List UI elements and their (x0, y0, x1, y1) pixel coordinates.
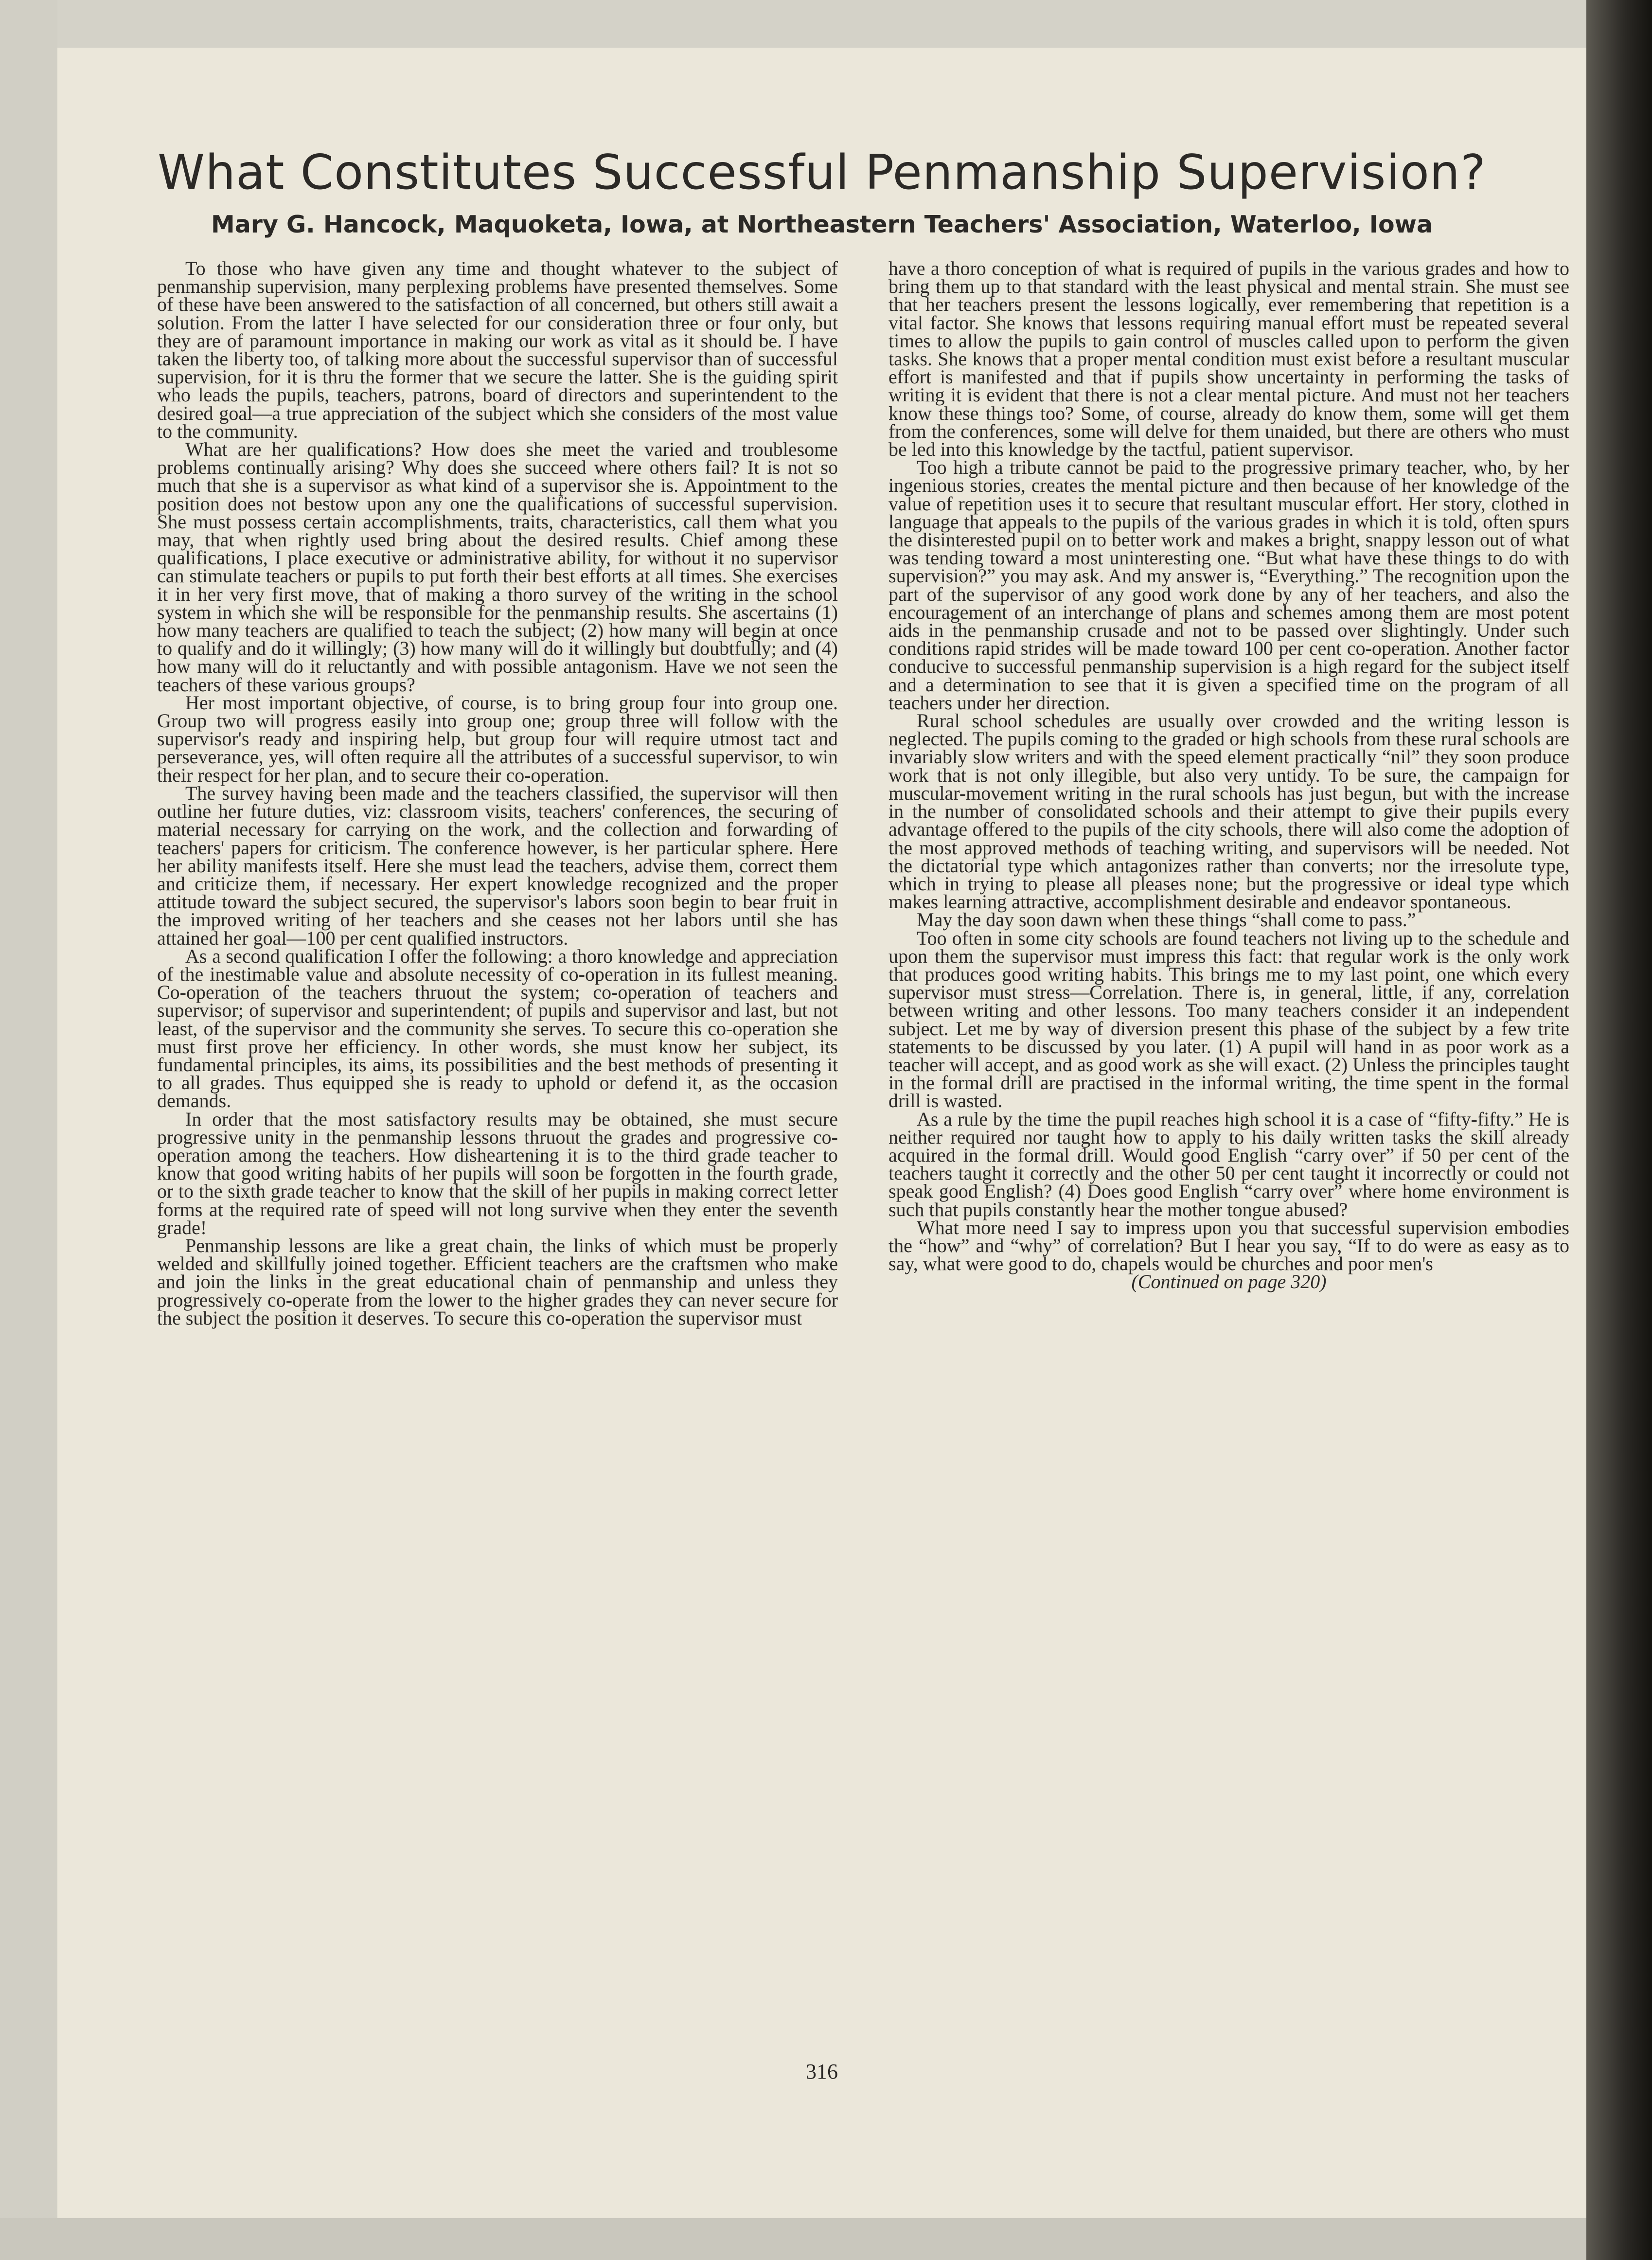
article-title: What Constitutes Successful Penmanship Supervision? (158, 145, 1486, 200)
page-number: 316 (806, 2060, 838, 2083)
paragraph: In order that the most satisfactory results may be obtained, she must secure progressive unity in the penmanship lessons thruout the grades and progressive co-operation among the teachers. How disheartening it is to the third grade teacher to know that good writing habits of her pupils will soon be forgotten in the fourth grade, or to the sixth grade teacher to know that the skill of her pupils in making correct letter forms at the required rate of speed will not long survive when they enter the seventh grade! (157, 1108, 838, 1238)
article-byline: Mary G. Hancock, Maquoketa, Iowa, at Northeastern Teachers' Association, Waterloo, Iowa (211, 211, 1433, 238)
right-column (888, 259, 1569, 1291)
left-column (157, 259, 838, 1327)
paragraph: What are her qualifications? How does she meet the varied and troublesome problems continually arising? Why does she succeed where others fail? It is not so much that she is a supervisor as what kind of a supervisor she is. Appointment to the position does not bestow upon any one the qualifications of successful supervision. She must possess certain accomplishments, traits, characteristics, call them what you may, that when rightly used bring about the desired results. Chief among these qualifications, I place executive or administrative ability, for without it no supervisor can stimulate teachers or pupils to put forth their best efforts at all times. She exercises it in her very first move, that of making a thoro survey of the writing in the school system in which she will be responsible for the penmanship results. She ascertains (1) how many teachers are qualified to teach the subject; (2) how many will begin at once to qualify and do it willingly; (3) how many will do it willingly but doubtfully; and (4) how many will do it reluctantly and with possible antagonism. Have we not seen the teachers of these various groups? (157, 438, 838, 696)
paragraph: The survey having been made and the teachers classified, the supervisor will then outline her future duties, viz: classroom visits, teachers' conferences, the securing of material necessary for carrying on the work, and the collection and forwarding of teachers' papers for criticism. The conference however, is her particular sphere. Here her ability manifests itself. Here she must lead the teachers, advise them, correct them and criticize them, if necessary. Her expert knowledge recognized and the proper attitude toward the subject secured, the supervisor's labors soon begin to bear fruit in the improved writing of her teachers and she ceases not her labors until she has attained her goal—100 per cent qualified instructors. (157, 782, 838, 949)
paragraph: To those who have given any time and thought whatever to the subject of penmanship supervision, many perplexing problems have presented themselves. Some of these have been answered to the satisfaction of all concerned, but others still await a solution. From the latter I have selected for our consideration three or four only, but they are of paramount importance in making our work as vital as it should be. I have taken the liberty too, of talking more about the successful supervisor than of successful supervision, for it is thru the former that we secure the latter. She is the guiding spirit who leads the pupils, teachers, patrons, board of directors and superintendent to the desired goal—a true appreciation of the subject which she considers of the most value to the community. (157, 257, 838, 442)
paragraph: May the day soon dawn when these things “shall come to pass.” (917, 909, 1416, 931)
scan-border-bottom (0, 2218, 1652, 2260)
paragraph: Penmanship lessons are like a great chain, the links of which must be properly welded and skillfully joined together. Efficient teachers are the craftsmen who make and join the links in the great educational chain of penmanship and unless they progressively co-operate from the lower to the higher grades they can never secure for the subject the position it deserves. To secure this co-operation the supervisor must (157, 1234, 838, 1329)
paragraph: have a thoro conception of what is required of pupils in the various grades and how to bring them up to that standard with the least physical and mental strain. She must see that her teachers present the lessons logically, ever remembering that repetition is a vital factor. She knows that lessons requiring manual effort must be repeated several times to allow the pupils to gain control of muscles called upon to perform the given tasks. She knows that a proper mental condition must exist before a resultant muscular effort is manifested and that if pupils show uncertainty in performing the tasks of writing it is evident that there is not a clear mental picture. And must not her teachers know these things too? Some, of course, already do know them, some will get them from the conferences, some will delve for them unaided, but there are others who must be led into this knowledge by the tactful, patient supervisor. (888, 257, 1569, 461)
paragraph: What more need I say to impress upon you that successful supervision embodies the “how” and “why” of correlation? But I hear you say, “If to do were as easy as to say, what were good to do, chapels would be churches and poor men's (888, 1216, 1569, 1275)
magazine-page (57, 48, 1586, 2218)
paragraph: As a rule by the time the pupil reaches high school it is a case of “fifty-fifty.” He is neither required nor taught how to apply to his daily written tasks the skill already acquired in the formal drill. Would good English “carry over” if 50 per cent of the teachers taught it correctly and the other 50 per cent taught it incorrectly or could not speak good English? (4) Does good English “carry over” where home environment is such that pupils constantly hear the mother tongue abused? (888, 1108, 1569, 1220)
paragraph: Too often in some city schools are found teachers not living up to the schedule and upon them the supervisor must impress this fact: that regular work is the only work that produces good writing habits. This brings me to my last point, one which every supervisor must stress—Correlation. There is, in general, little, if any, correlation between writing and other lessons. Too many teachers consider it an independent subject. Let me by way of diversion present this phase of the subject by a few trite statements to be discussed by you later. (1) A pupil will hand in as poor work as a teacher will accept, and as good work as she will exact. (2) Unless the principles taught in the formal drill are practised in the informal writing, the time spent in the formal drill is wasted. (888, 927, 1569, 1112)
page-edge-shadow (1586, 0, 1652, 2260)
paragraph: As a second qualification I offer the following: a thoro knowledge and appreciation of the inestimable value and absolute necessity of co-operation in its fullest meaning. Co-operation of the teachers thruout the system; co-operation of teachers and supervisor; of supervisor and superintendent; of pupils and supervisor and last, but not least, of the supervisor and the community she serves. To secure this co-operation she must first prove her efficiency. In other words, she must know her subject, its fundamental principles, its aims, its possibilities and the best methods of presenting it to all grades. Thus equipped she is ready to uphold or defend it, as the occasion demands. (157, 945, 838, 1112)
scan-border-top (0, 0, 1652, 48)
paragraph: Rural school schedules are usually over crowded and the writing lesson is neglected. The pupils coming to the graded or high schools from these rural schools are invariably slow writers and with the speed element practically “nil” they soon produce work that is not only illegible, but also very untidy. To be sure, the campaign for muscular-movement writing in the rural schools has just begun, but with the increase in the number of consolidated schools and their attempt to give their pupils every advantage offered to the pupils of the city schools, there will also come the adoption of the most approved methods of teaching writing, and supervisors will be needed. Not the dictatorial type which antagonizes rather than converts; nor the irresolute type, which in trying to please all pleases none; but the progressive or ideal type which makes learning attractive, accomplishment desirable and endeavor spontaneous. (888, 710, 1569, 913)
continued-note: (Continued on page 320) (1131, 1271, 1327, 1293)
paragraph: Her most important objective, of course, is to bring group four into group one. Group two will progress easily into group one; group three will follow with the supervisor's ready and inspiring help, but group four will require utmost tact and perseverance, yes, will often require all the attributes of a successful supervisor, to win their respect for her plan, and to secure their co-operation. (157, 691, 838, 786)
scan-border-left (0, 0, 57, 2260)
paragraph: Too high a tribute cannot be paid to the progressive primary teacher, who, by her ingenious stories, creates the mental picture and then because of her knowledge of the value of repetition uses it to secure that resultant muscular effort. Her story, clothed in language that appeals to the pupils of the various grades in which it is told, often spurs the disinterested pupil on to better work and makes a bright, snappy lesson out of what was tending toward a most uninteresting one. “But what have these things to do with supervision?” you may ask. And my answer is, “Everything.” The recognition upon the part of the supervisor of any good work done by any of her teachers, and also the encouragement of an interchange of plans and schemes among them are most potent aids in the penmanship crusade and not to be passed over slightingly. Under such conditions rapid strides will be made toward 100 per cent co-operation. Another factor conducive to successful penmanship supervision is a high regard for the subject itself and a determination to see that it is given a specified time on the program of all teachers under her direction. (888, 456, 1569, 714)
